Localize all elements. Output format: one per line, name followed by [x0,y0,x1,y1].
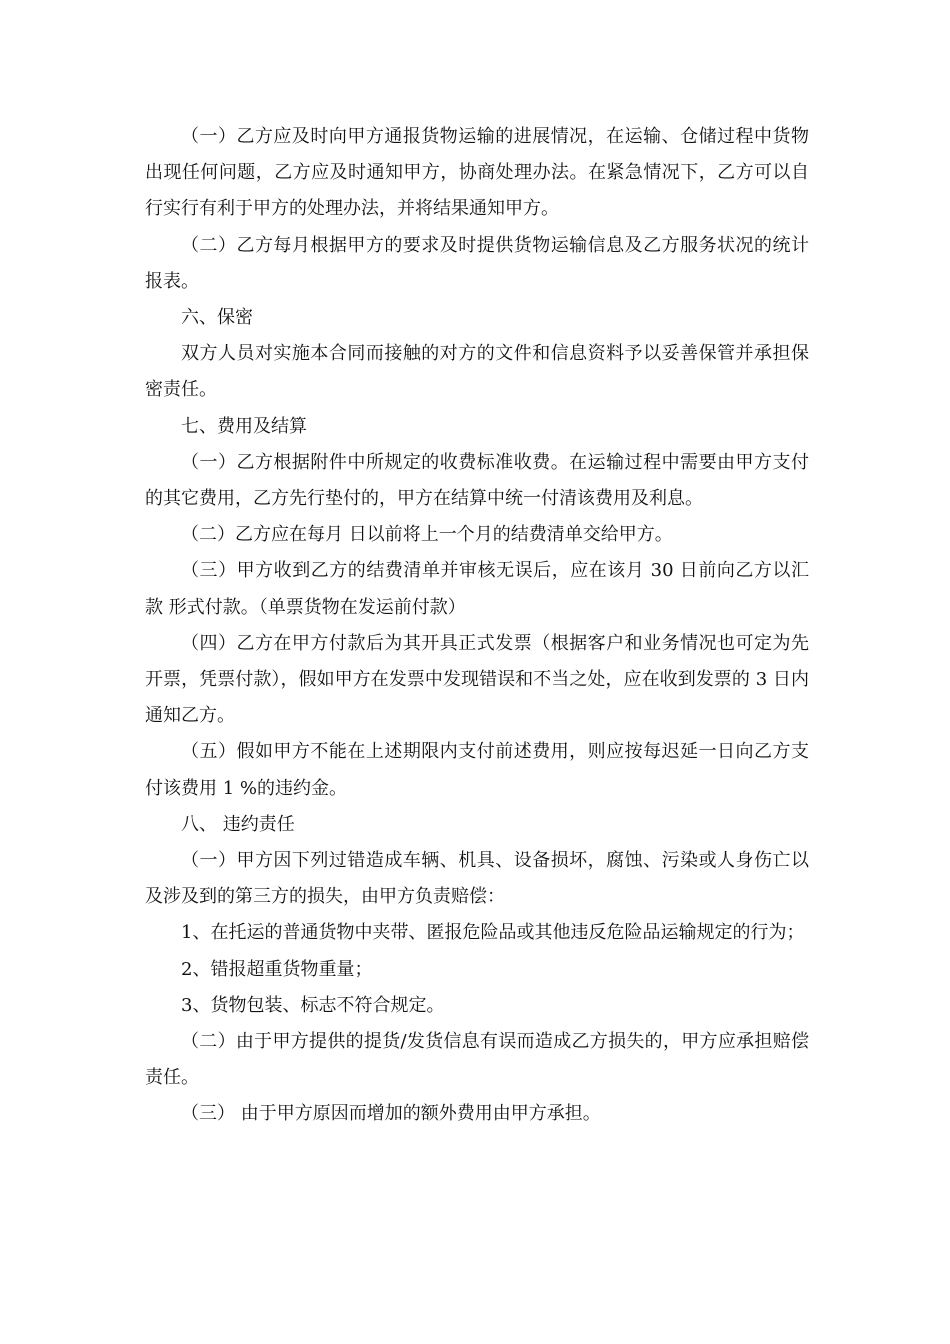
paragraph-payment-terms: （三）甲方收到乙方的结费清单并审核无误后，应在该月 30 日前向乙方以汇款 形式付款。（单票货物在发运前付款） [145,560,809,618]
paragraph-extra-costs: （三） 由于甲方原因而增加的额外费用由甲方承担。 [181,1103,601,1125]
list-item-packaging: 3、货物包装、标志不符合规定。 [181,994,445,1016]
paragraph-invoice: （四）乙方在甲方付款后为其开具正式发票（根据客户和业务情况也可定为先开票，凭票付款），假如甲方在发票中发现错误和不当之处，应在收到发票的 3 日内通知乙方。 [145,632,809,727]
section-heading-fees-settlement: 七、费用及结算 [181,415,307,437]
list-item-hazardous-goods: 1、在托运的普通货物中夹带、匿报危险品或其他违反危险品运输规定的行为； [181,922,805,944]
paragraph-info-error: （二）由于甲方提供的提货/发货信息有误而造成乙方损失的，甲方应承担赔偿责任。 [145,1031,809,1089]
paragraph-fee-standard: （一）乙方根据附件中所规定的收费标准收费。在运输过程中需要由甲方支付的其它费用，乙方先行垫付的，甲方在结算中统一付清该费用及利息。 [145,451,809,510]
paragraph-confidentiality: 双方人员对实施本合同而接触的对方的文件和信息资料予以妥善保管并承担保密责任。 [145,343,809,401]
section-heading-liability: 八、 违约责任 [181,813,295,835]
document-body [145,119,809,1133]
section-heading-confidentiality: 六、保密 [181,307,253,329]
paragraph-monthly-statement: （二）乙方应在每月 日以前将上一个月的结费清单交给甲方。 [181,524,673,546]
paragraph-party-a-fault: （一）甲方因下列过错造成车辆、机具、设备损坏，腐蚀、污染或人身伤亡以及涉及到的第三方的损失，由甲方负责赔偿： [145,850,809,908]
paragraph-monthly-report: （二）乙方每月根据甲方的要求及时提供货物运输信息及乙方服务状况的统计报表。 [145,234,809,292]
paragraph-notify-progress: （一）乙方应及时向甲方通报货物运输的进展情况，在运输、仓储过程中货物出现任何问题，乙方应及时通知甲方，协商处理办法。在紧急情况下，乙方可以自行实行有利于甲方的处理办法，并将结果通知甲方。 [145,126,809,220]
list-item-weight-misreport: 2、错报超重货物重量； [181,958,373,980]
paragraph-late-penalty: （五）假如甲方不能在上述期限内支付前述费用，则应按每迟延一日向乙方支付该费用 1 %的违约金。 [145,741,809,799]
